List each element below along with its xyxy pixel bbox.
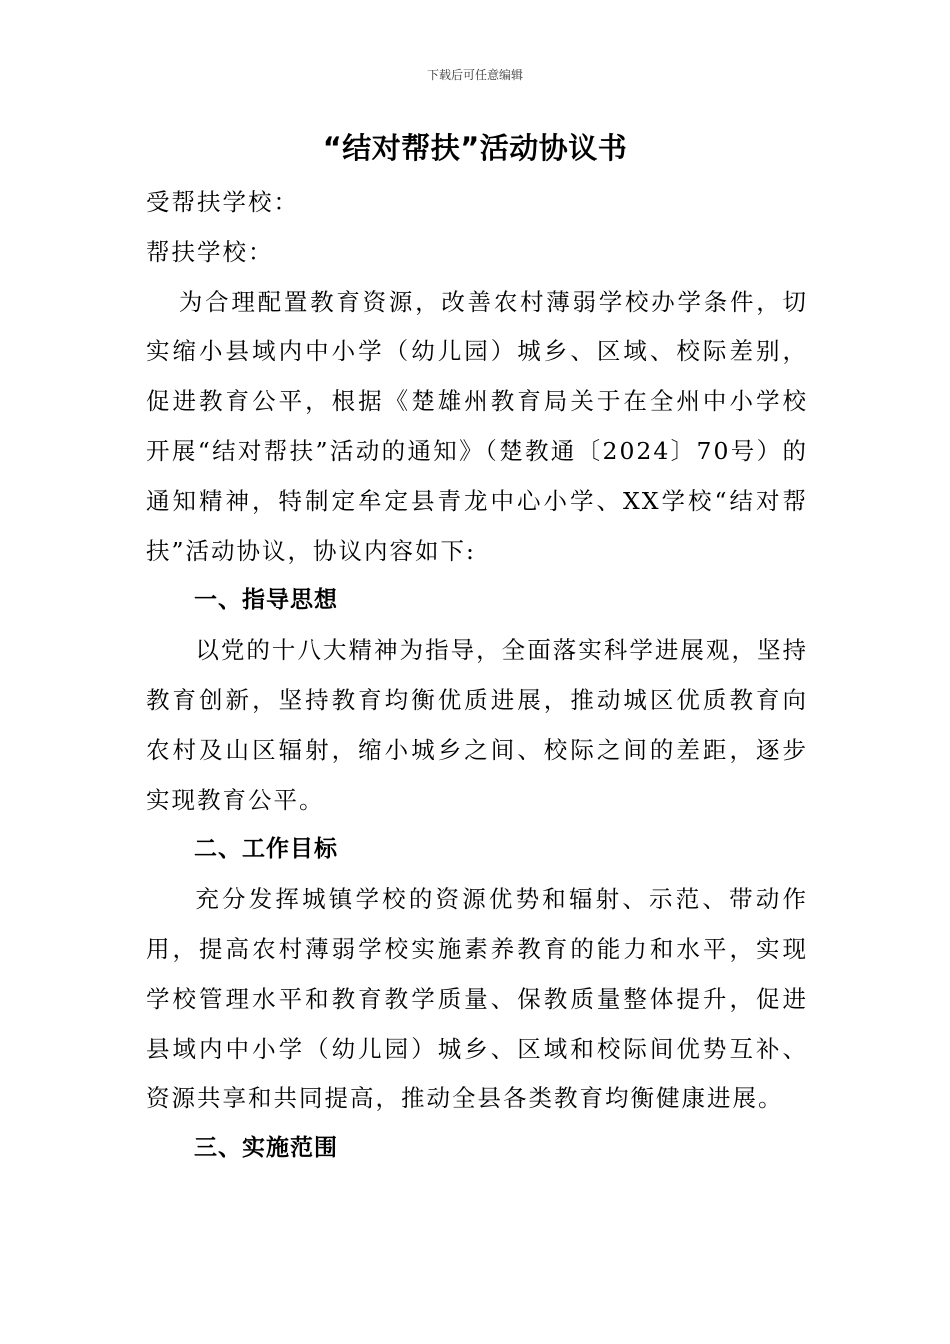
header-note: 下载后可任意编辑 — [426, 68, 523, 82]
section-heading-guiding-ideology: 一、指导思想 — [194, 587, 338, 614]
section-paragraph-guiding-ideology: 以党的十八大精神为指导，全面落实科学进展观，坚持教育创新，坚持教育均衡优质进展，推动城区优质教育向农村及山区辐射，缩小城乡之间、校际之间的差距，逐步实现教育公平。 — [146, 636, 808, 814]
helper-school-label: 帮扶学校： — [146, 237, 274, 266]
section-heading-work-goals: 二、工作目标 — [194, 836, 338, 863]
recipient-school-label: 受帮扶学校： — [146, 188, 299, 216]
intro-paragraph: 为合理配置教育资源，改善农村薄弱学校办学条件，切实缩小县域内中小学（幼儿园）城乡、区域、校际差别，促进教育公平，根据《楚雄州教育局关于在全州中小学校开展“结对帮扶”活动的通知》（楚教通〔2024〕70号）的通知精神，特制定牟定县青龙中心小学、XX学校“结对帮扶”活动协议，协议内容如下: — [146, 287, 808, 565]
section-heading-scope: 三、实施范围 — [194, 1135, 338, 1162]
document-body — [146, 178, 808, 1174]
section-paragraph-work-goals: 充分发挥城镇学校的资源优势和辐射、示范、带动作用，提高农村薄弱学校实施素养教育的能力和水平，实现学校管理水平和教育教学质量、保教质量整体提升，促进县域内中小学（幼儿园）城乡、区域和校际间优势互补、资源共享和共同提高，推动全县各类教育均衡健康进展。 — [146, 885, 808, 1113]
document-title: “结对帮扶”活动协议书 — [322, 131, 628, 165]
